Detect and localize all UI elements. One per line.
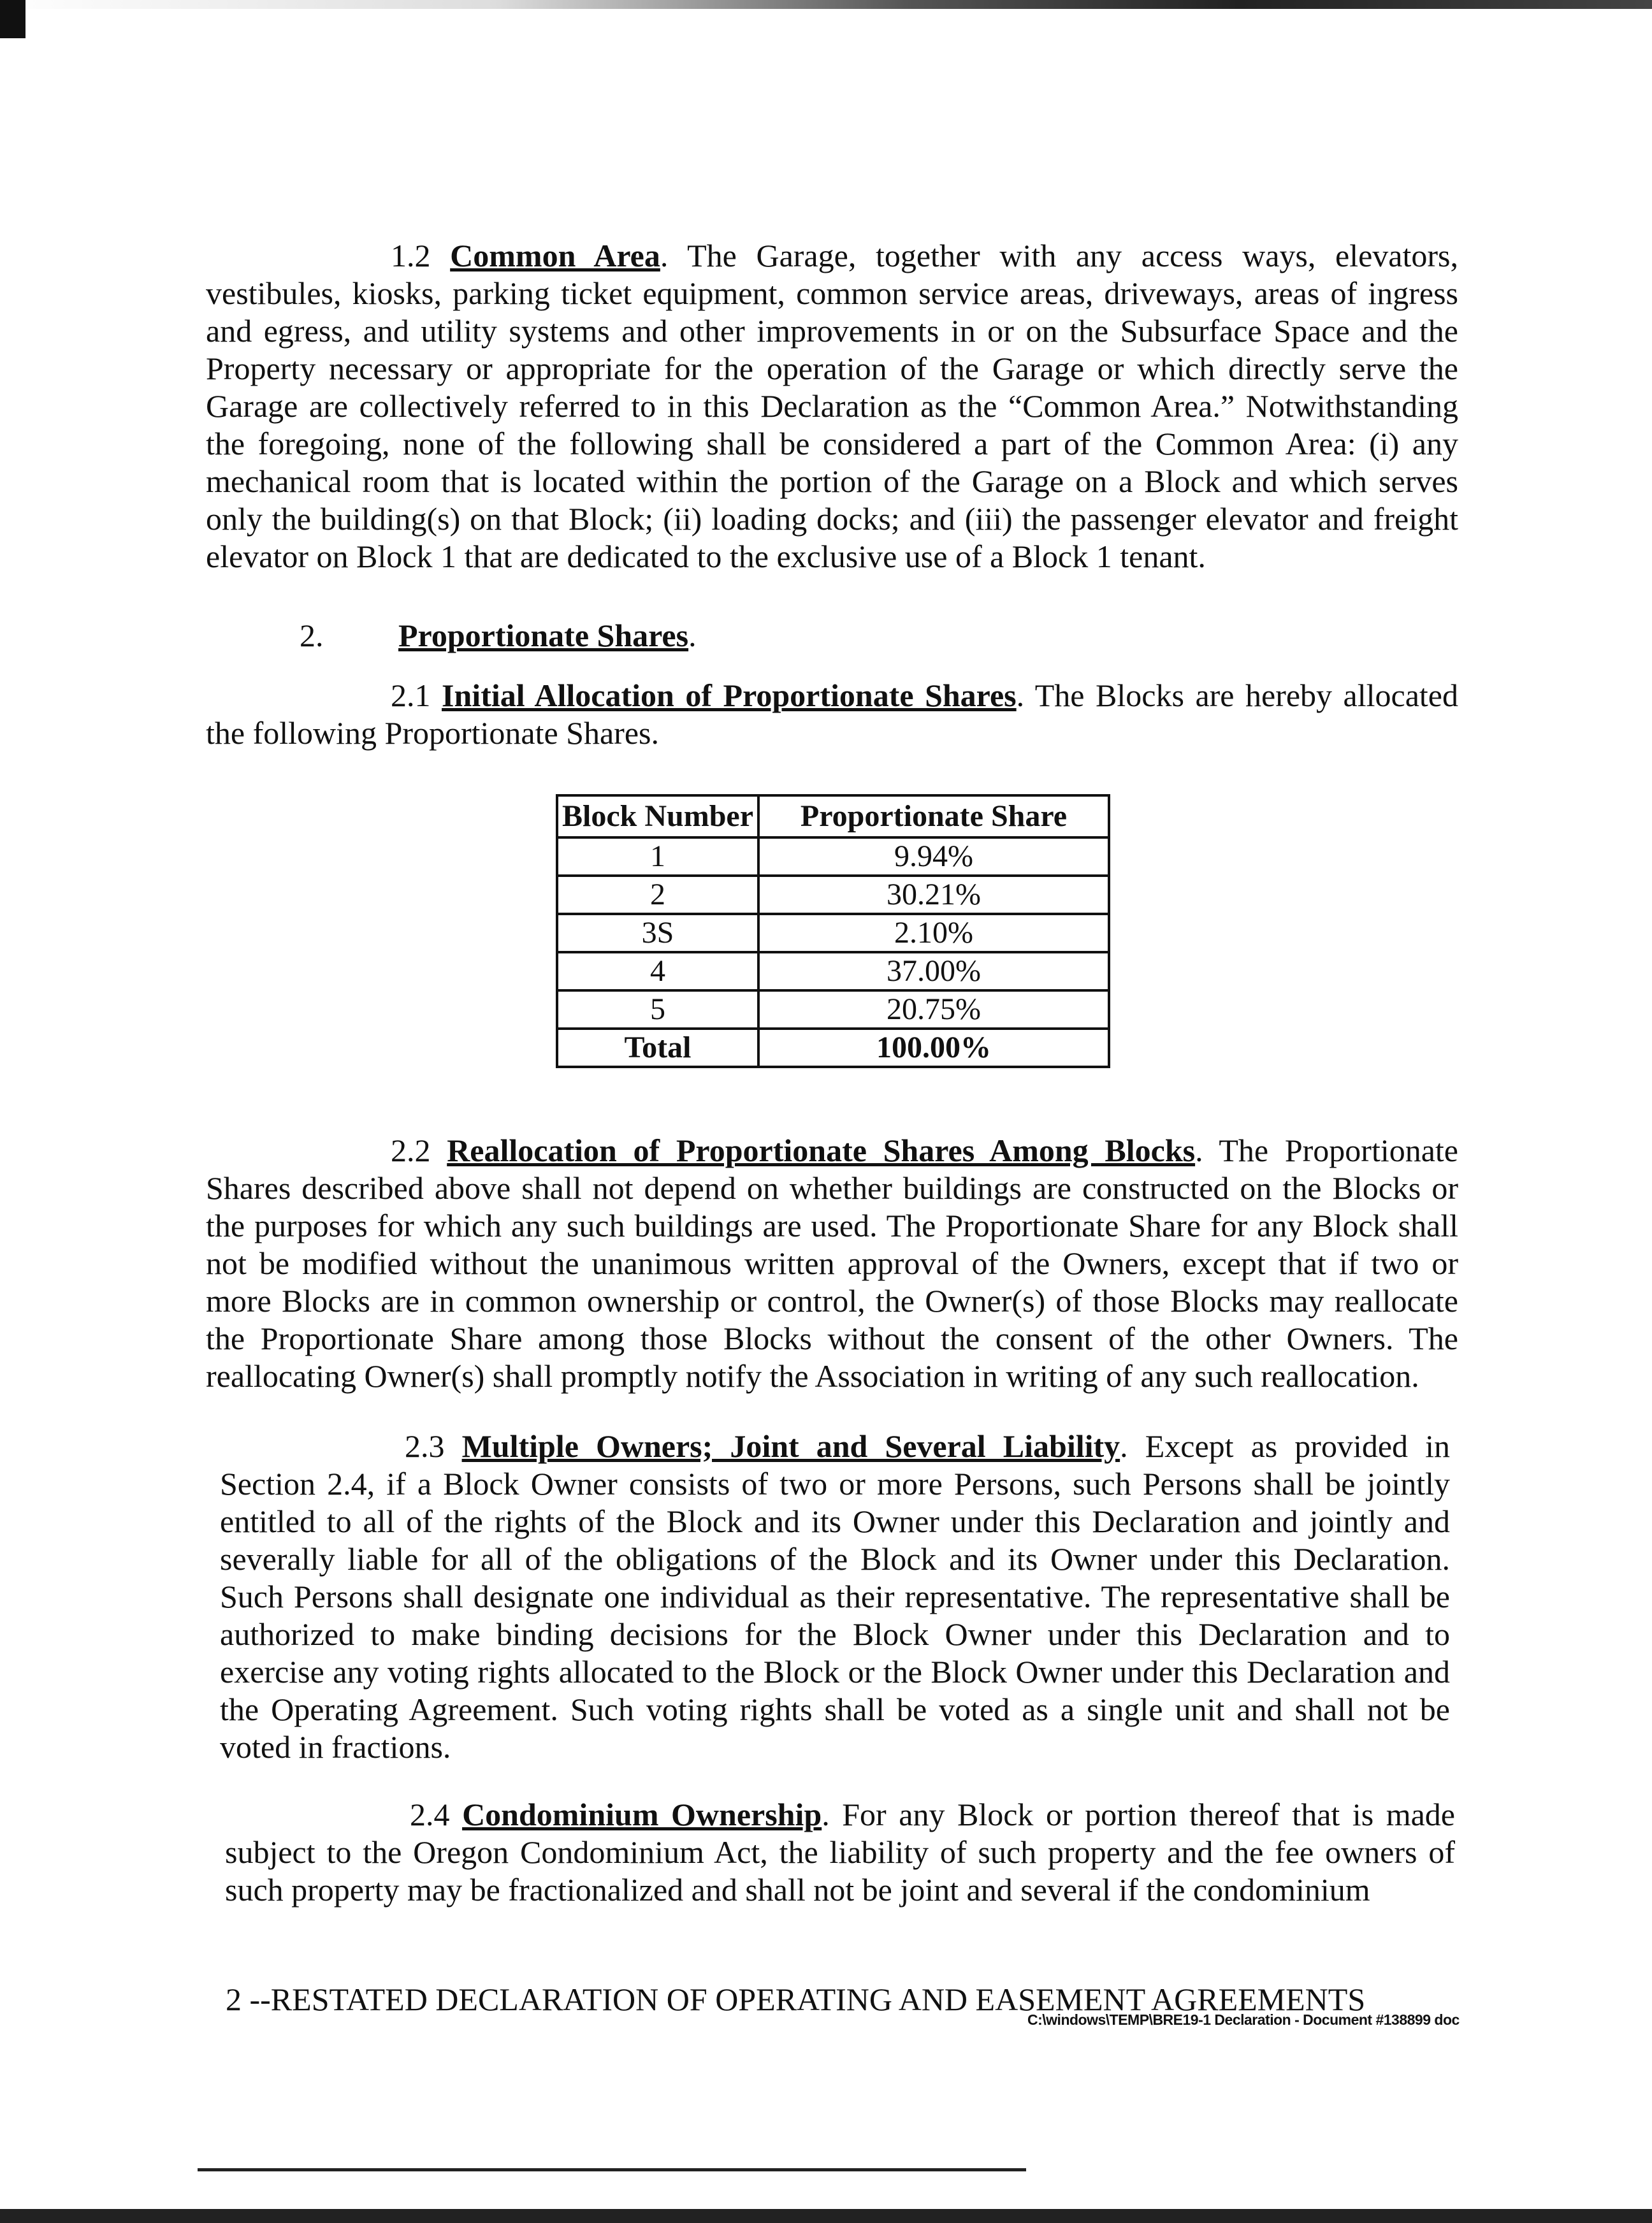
footer-file-path: C:\windows\TEMP\BRE19-1 Declaration - Document #138899 doc — [1027, 2011, 1460, 2028]
block-cell: 1 — [557, 837, 758, 876]
block-cell: 5 — [557, 990, 758, 1029]
block-cell: 3S — [557, 914, 758, 952]
share-cell: 37.00% — [758, 952, 1109, 990]
section-title: Multiple Owners; Joint and Several Liability — [461, 1428, 1120, 1464]
section-text: . The Proportionate Shares described above shall not depend on whether buildings are constructed on the Blocks or the purposes for which any such buildings are used. The Proportionate Share for any Block shall not be modified without the unanimous written approval of the Owners, except that if two or more Blocks are in common ownership or control, the Owner(s) of those Blocks may reallocate the Proportionate Share among those Blocks without the consent of the other Owners. The reallocating Owner(s) shall promptly notify the Association in writing of any such reallocation. — [206, 1133, 1458, 1394]
section-number: 2. — [300, 618, 324, 653]
total-share: 100.00% — [758, 1029, 1109, 1067]
section-number: 2.2 — [391, 1133, 431, 1168]
section-title: Initial Allocation of Proportionate Shares — [442, 677, 1017, 713]
share-cell: 30.21% — [758, 876, 1109, 914]
table-row — [557, 990, 1109, 1029]
table-row — [557, 837, 1109, 876]
total-label: Total — [557, 1029, 758, 1067]
share-cell: 20.75% — [758, 990, 1109, 1029]
section-title: Condominium Ownership — [462, 1797, 822, 1832]
scan-artifact-top — [0, 0, 1652, 9]
table-header-row — [557, 795, 1109, 837]
section-1-2 — [206, 237, 1458, 576]
table-row — [557, 876, 1109, 914]
section-number: 2.1 — [391, 677, 431, 713]
section-text: . For any Block or portion thereof that is made subject to the Oregon Condominium Act, the liability of such property and the fee owners of such property may be fractionalized and shall not be joint and several if the condominium — [225, 1797, 1455, 1908]
proportionate-shares-table — [556, 794, 1110, 1068]
header-block-number: Block Number — [557, 795, 758, 837]
section-text: . The Blocks are hereby allocated the following Proportionate Shares. — [206, 677, 1459, 751]
scan-artifact-corner — [0, 0, 25, 38]
section-number: 2.4 — [410, 1797, 450, 1832]
section-text: . Except as provided in Section 2.4, if a Block Owner consists of two or more Persons, such Persons shall be jointly entitled to all of the rights of the Block and its Owner under this Declaration and jointly and severally liable for all of the obligations of the Block and its Owner under this Declaration. Such Persons shall designate one individual as their representative. The representative shall be authorized to make binding decisions for the Block Owner under this Declaration and to exercise any voting rights allocated to the Block or the Block Owner under this Declaration and the Operating Agreement. Such voting rights shall be voted as a single unit and shall not be voted in fractions. — [220, 1428, 1450, 1765]
block-cell: 4 — [557, 952, 758, 990]
table-row — [557, 914, 1109, 952]
section-number: 1.2 — [391, 238, 431, 273]
table-row — [557, 952, 1109, 990]
section-suffix: . — [688, 618, 697, 653]
section-title: Reallocation of Proportionate Shares Among Blocks — [447, 1133, 1196, 1168]
section-text: . The Garage, together with any access ways, elevators, vestibules, kiosks, parking ticket equipment, common service areas, driveways, areas of ingress and egress, and utility systems and other improvements in or on the Subsurface Space and the Property necessary or appropriate for the operation of the Garage or which directly serve the Garage are collectively referred to in this Declaration as the “Common Area.” Notwithstanding the foregoing, none of the following shall be considered a part of the Common Area: (i) any mechanical room that is located within the portion of the Garage on a Block and which serves only the building(s) on that Block; (ii) loading docks; and (iii) the passenger elevator and freight elevator on Block 1 that are dedicated to the exclusive use of a Block 1 tenant. — [206, 238, 1459, 574]
scan-artifact-bottom — [0, 2209, 1652, 2223]
section-2-heading — [300, 617, 697, 654]
block-cell: 2 — [557, 876, 758, 914]
table-total-row — [557, 1029, 1109, 1067]
section-2-4 — [225, 1796, 1455, 1909]
footer-title: 2 --RESTATED DECLARATION OF OPERATING AND EASEMENT AGREEMENTS — [226, 1981, 1366, 2017]
section-2-1 — [206, 677, 1458, 752]
header-proportionate-share: Proportionate Share — [758, 795, 1109, 837]
section-2-2 — [206, 1132, 1458, 1395]
section-title: Proportionate Shares — [398, 618, 689, 653]
share-cell: 9.94% — [758, 837, 1109, 876]
section-title: Common Area — [450, 238, 660, 273]
share-cell: 2.10% — [758, 914, 1109, 952]
scan-artifact-line — [198, 2168, 1026, 2171]
section-2-3 — [220, 1428, 1450, 1766]
section-number: 2.3 — [405, 1428, 445, 1464]
